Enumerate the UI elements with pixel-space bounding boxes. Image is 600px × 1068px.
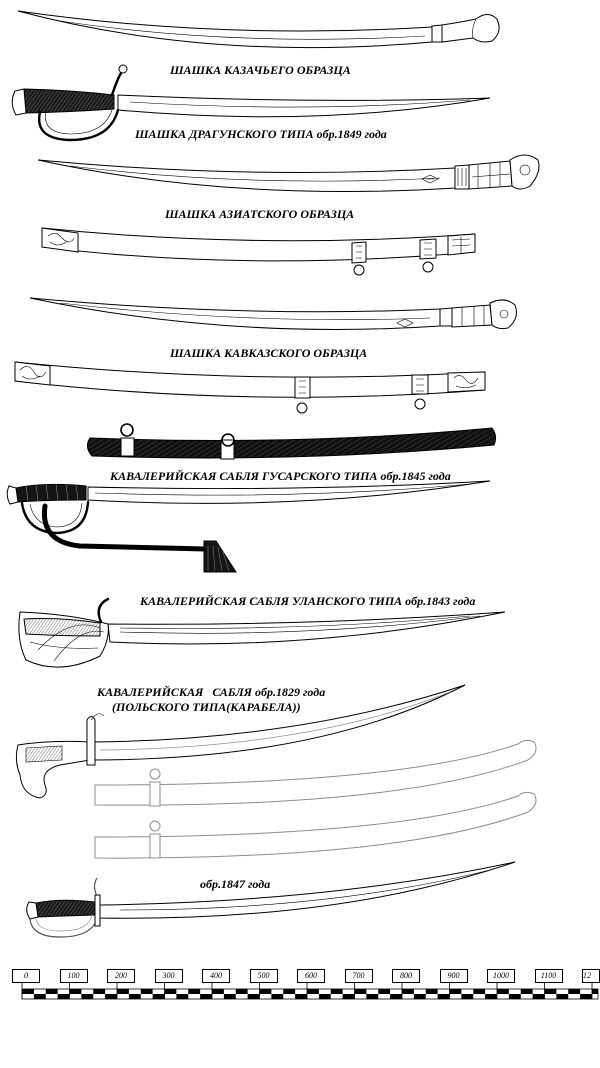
dragoon-guard-bow xyxy=(39,110,118,140)
caption-caucasian-shashka: ШАШКА КАВКАЗСКОГО ОБРАЗЦА xyxy=(170,346,368,360)
hussar-blade xyxy=(88,481,490,503)
asian-scabbard xyxy=(42,228,475,275)
cossack-grip xyxy=(442,15,499,43)
scale-label: 800 xyxy=(392,969,420,983)
cossack-blade xyxy=(18,11,432,48)
saber-1847-quillon xyxy=(95,878,98,896)
scale-bar xyxy=(22,983,598,999)
dragoon-guard-inner xyxy=(46,110,113,134)
saber-1847-crossguard xyxy=(95,895,100,926)
hussar-sword-knot-strap xyxy=(44,506,206,549)
scale-label: 400 xyxy=(202,969,230,983)
asian-scabbard-chape xyxy=(448,234,475,255)
scale-bar-checker xyxy=(22,989,598,999)
caucasian-pommel xyxy=(490,300,516,329)
polish-scabbard-2-ring xyxy=(150,821,160,831)
scale-label: 200 xyxy=(107,969,135,983)
caucasian-scabbard xyxy=(15,362,485,413)
dragoon-quillon xyxy=(112,73,121,95)
polish-scabbard-1-ring xyxy=(150,769,160,779)
hussar-sword-knot-tassel xyxy=(204,541,236,572)
polish-scabbard-2-band xyxy=(150,834,160,858)
hussar-scabbard-band-1 xyxy=(121,438,134,456)
scale-label: 0 xyxy=(12,969,40,983)
scale-label: 100 xyxy=(60,969,88,983)
saber-1847-pommel xyxy=(27,902,38,919)
hussar-scabbard-body xyxy=(87,428,495,458)
cossack-shashka xyxy=(18,11,499,48)
caption-polish-saber-line1: КАВАЛЕРИЙСКАЯ САБЛЯ обр.1829 года xyxy=(97,685,326,699)
scale-label: 300 xyxy=(155,969,183,983)
caucasian-ring-2 xyxy=(415,399,425,409)
caption-uhlan-saber: КАВАЛЕРИЙСКАЯ САБЛЯ УЛАНСКОГО ТИПА обр.1843 года xyxy=(140,594,476,608)
hussar-pommel xyxy=(7,486,18,504)
scale-label: 1100 xyxy=(535,969,563,983)
asian-pommel xyxy=(510,155,539,189)
polish-crossguard xyxy=(87,717,95,766)
uhlan-quillon xyxy=(99,599,108,622)
hussar-guard-bow xyxy=(22,502,88,533)
asian-ring-1 xyxy=(354,265,364,275)
asian-grip xyxy=(469,161,512,189)
scale-label: 600 xyxy=(297,969,325,983)
caption-hussar-saber: КАВАЛЕРИЙСКАЯ САБЛЯ ГУСАРСКОГО ТИПА обр.1845 года xyxy=(110,469,451,483)
caption-cossack-shashka: ШАШКА КАЗАЧЬЕГО ОБРАЗЦА xyxy=(170,63,351,77)
scale-label: 900 xyxy=(440,969,468,983)
uhlan-grip xyxy=(24,619,100,637)
polish-grip-wrap xyxy=(26,746,62,762)
uhlan-blade xyxy=(108,612,505,644)
asian-ring-band-1 xyxy=(352,242,366,263)
hussar-scabbard xyxy=(87,424,495,459)
caption-polish-saber-line2: (ПОЛЬСКОГО ТИПА(КАРАБЕЛА)) xyxy=(112,700,301,714)
saber-1847 xyxy=(27,862,515,937)
scale-label: 1000 xyxy=(487,969,515,983)
dragoon-pommel xyxy=(12,89,26,115)
scale-label: 700 xyxy=(345,969,373,983)
caucasian-ring-1 xyxy=(297,403,307,413)
scale-label: 500 xyxy=(250,969,278,983)
asian-blade xyxy=(38,160,455,192)
asian-shashka xyxy=(38,155,539,192)
hussar-grip xyxy=(16,484,86,502)
dragoon-blade xyxy=(118,95,490,117)
caption-saber-1847: обр.1847 года xyxy=(200,877,271,891)
dragoon-quillon-ring xyxy=(119,65,127,73)
polish-scabbard-1-band xyxy=(150,782,160,806)
hussar-saber xyxy=(7,481,490,572)
hussar-scabbard-ring-1 xyxy=(121,424,133,436)
caption-asian-shashka: ШАШКА АЗИАТСКОГО ОБРАЗЦА xyxy=(165,207,355,221)
dragoon-grip xyxy=(24,89,114,113)
caucasian-ferrule xyxy=(440,308,452,326)
caucasian-scabbard-chape xyxy=(448,372,485,392)
caucasian-shashka xyxy=(30,298,516,330)
asian-scabbard-body xyxy=(42,228,475,261)
uhlan-saber xyxy=(19,599,505,667)
cossack-ferrule xyxy=(432,25,442,42)
hussar-guard-inner xyxy=(30,503,82,527)
scale-label: 12 xyxy=(582,969,600,983)
caption-dragoon-shashka: ШАШКА ДРАГУНСКОГО ТИПА обр.1849 года xyxy=(135,127,387,141)
saber-1847-grip xyxy=(36,900,95,917)
caucasian-grip xyxy=(452,305,492,327)
caucasian-blade xyxy=(30,298,440,330)
caucasian-ring-band-1 xyxy=(295,377,310,398)
asian-ring-2 xyxy=(423,262,433,272)
